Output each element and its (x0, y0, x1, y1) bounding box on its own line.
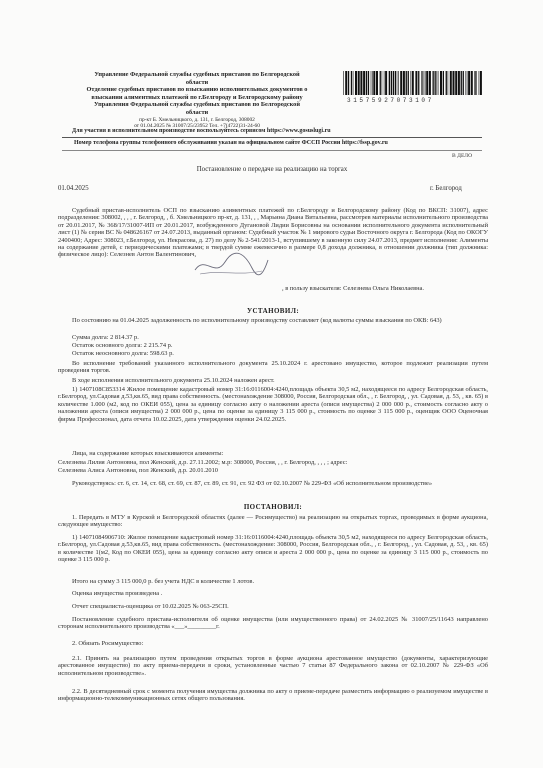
resolved-point-1: 1. Передать в МТУ в Курской и Белгородской областях (далее — Росимущество) на реализацию на открытых торгах, проводимых в форме аукциона, следующее имущество: (58, 514, 488, 529)
barcode-bar (391, 71, 392, 95)
barcode-bar (351, 71, 352, 95)
barcode-bar (463, 71, 464, 95)
document-city: г. Белгород (430, 185, 462, 192)
barcode-bar (403, 71, 405, 95)
property-description: 1) 1407108С853314 Жилое помещение кадастровый номер 31:16:0116004:4240,площадь объекта 30,5 м2, находящееся по адресу Белгородская область, г.Белгород, ул.Садовая д.53,кв.65, вид права собственность. (местонахождение 308000, Россия, Белгородская обл., , г. Белгород, , ул. Садовая, д. 53, , кв. 65) в количестве 1.000 (м2, код по ОКЕИ 055), цена за единицу согласно акту о наложении ареста (описи имущества) 2 000 000 р., стоимость согласно акту о наложении ареста (описи имущества) 2 000 000 р., цена по оценке за единицу 3 115 000 р., стоимость по оценке 3 115 000 р., оценщик ООО Оценочная фирма Профессионал, дата отчета 10.02.2025, дата утверждения оценки 24.02.2025. (58, 386, 488, 423)
barcode-bar (376, 71, 378, 95)
barcode-bar (393, 71, 394, 95)
phone-notice: Номер телефона группы телефонного обслуживания указан на официальном сайте ФССП России https://fssp.gov.ru (74, 140, 388, 146)
barcode-bar (429, 71, 431, 95)
debt-line: Остаток основного долга: 2 215.74 р. (72, 342, 173, 349)
document-date: 01.04.2025 (58, 185, 89, 192)
section-established: УСТАНОВИЛ: (246, 307, 300, 315)
divider (62, 150, 482, 151)
address-line: от 01.04.2025 № 31007/25/23952 Тел. +7(4722)31-24-60 (134, 122, 260, 129)
barcode-bar (408, 71, 409, 95)
barcode-bar (425, 71, 426, 95)
barcode-bar (372, 71, 373, 95)
barcode-bar (411, 71, 412, 95)
point-2-2: 2.2. В десятидневный срок с момента получения имущества должника по акту о приеме-передаче разместить информацию о реализуемом имуществе в информационно-телекоммуникационных сетях общего пользования. (58, 688, 488, 703)
barcode-bar (380, 71, 381, 95)
org-line: Управления Федеральной службы судебных приставов по Белгородской (94, 101, 300, 109)
barcode-bar (455, 71, 457, 95)
oblige-line: 2. Обязать Росимущество: (72, 640, 144, 647)
barcode-number: 31575927073107 (347, 97, 434, 104)
dependents-intro: Лица, на содержание которых взыскиваются алименты: (72, 450, 224, 457)
barcode-bar (371, 71, 372, 95)
barcode-bar (400, 71, 402, 95)
barcode-bar (474, 71, 475, 95)
barcode-bar (363, 71, 365, 95)
dependent-row: Селезнева Лилия Антоновна, пол Женский, д.р. 27.11.2002; м.р: 308000, Россия, , , г. Белгород, , , , ; адрес: (58, 459, 348, 466)
barcode-bar (433, 71, 434, 95)
resolved-property: 1) 14071084906710: Жилое помещение кадастровый номер 31:16:0116004:4240,площадь объекта 30,5 м2, находящееся по адресу Белгородская область, г.Белгород, ул.Садовая д.53,кв.65, вид права собственность. (местонахождение: 308000, Россия, Белгородская обл., , г. Белгород, , ул. Садовая, д. 53, , кв. 65) в количестве 1(м2, Код по ОКЕИ 055), цена за единицу согласно акту описи и ареста 2 000 000 р., цена по оценке за единицу 3 115 000 р., стоимость по оценке 3 115 000 р. (58, 534, 488, 564)
org-line: области (185, 78, 209, 86)
barcode-bar (389, 71, 390, 95)
barcode-bar (355, 71, 357, 95)
barcode-bar (366, 71, 367, 95)
report-line: Отчет специалиста-оценщика от 10.02.2025 № 063-25СП. (72, 603, 229, 610)
barcode-bar (395, 71, 396, 95)
barcode-bar (471, 71, 473, 95)
appraisal-line: Оценка имущества произведена . (72, 590, 163, 597)
barcode-bar (368, 71, 369, 95)
barcode-bar (406, 71, 407, 95)
barcode-bar (438, 71, 439, 95)
debt-line: Сумма долга: 2 814.37 р. (72, 334, 139, 341)
barcode-bar (360, 71, 362, 95)
barcode-bar (448, 71, 449, 95)
legal-basis: Руководствуясь: ст. 6, ст. 14, ст. 68, ст. 69, ст. 87, ст. 89, ст. 91, ст. 92 ФЗ от 02.10.2007 № 229-ФЗ «Об исполнительном производстве» (72, 480, 433, 487)
barcode (343, 71, 485, 95)
org-line: области (185, 108, 209, 116)
address-line: пр-кт Б. Хмельницкого, д. 131, г. Белгород, 308002 (139, 116, 255, 123)
barcode-bar (422, 71, 423, 95)
barcode-bar (440, 71, 442, 95)
intro-paragraph: Судебный пристав-исполнитель ОСП по взысканию алиментных платежей по г.Белгороду и Белгородскому району (Код по ВКСП: 31007), адрес подразделения: 308002, , , , г. Белгород, , б. Хмельницкого пр-кт, д. 131, , , Марьина Диана Витальевна, рассмотрев материалы исполнительного производства от 20.01.2017, № 368/17/31007-ИП от 20.01.2017, возбужденного Дугановой Лидии Борисовны на основании исполнительного документа исполнительный лист (1) № серия ВС № 048626167 от 24.07.2013, выданный органом: Судебный участок № 1 мирового судьи Восточного округа г. Белгорода (Код по ОКОГУ 2400400; Адрес: 308023, г.Белгород, ул. Некрасова, д. 27) по делу № 2-541/2013-1, вступившему в законную силу 24.07.2013, предмет исполнения: Алименты на содержание детей, с периодическими платежами; в твердой сумме ежемесячно в размере 0,8 дохода должника, в отношении должника (тип должника: физическое лицо): Селезнев Антон Валентинович, (58, 207, 488, 259)
barcode-bar (385, 71, 387, 95)
barcode-bar (384, 71, 385, 95)
barcode-bar (353, 71, 354, 95)
barcode-bar (467, 71, 468, 95)
appraisal-resolution: Постановление судебного пристава-исполнителя об оценке имущества (или имущественного права) от 24.02.2025 № 31007/25/11643 направлено сторонам исполнительного производства «___»_________г. (58, 616, 488, 631)
arrest-note: В ходе исполнения исполнительного документа 25.10.2024 наложен арест. (72, 377, 275, 384)
divider (62, 137, 482, 138)
barcode-bar (397, 71, 398, 95)
barcode-bar (461, 71, 462, 95)
debt-line: Остаток неосновного долга: 598.63 р. (72, 350, 174, 357)
gosuslugi-notice: Для участия в исполнительном производстве воспользуйтесь сервисом https://www.gosuslugi.ru (72, 128, 331, 134)
barcode-bar (373, 71, 375, 95)
barcode-bar (468, 71, 470, 95)
total-line: Итого на сумму 3 115 000,0 р. без учета НДС в количестве 1 лотов. (72, 578, 255, 585)
signature-mark (190, 250, 270, 280)
barcode-bar (382, 71, 383, 95)
barcode-bar (358, 71, 360, 95)
barcode-bar (443, 71, 444, 95)
barcode-bar (479, 71, 480, 95)
letterhead (62, 71, 332, 129)
point-2-1: 2.1. Принять на реализацию путем проведения открытых торгов в форме аукциона арестованное имущество (документы, характеризующие арестованное имущество) по акту приема-передачи в сроки, установленные частью 7 статьи 87 Федерального закона от 02.10.2007 № 229-ФЗ «Об исполнительном производстве». (58, 655, 488, 677)
barcode-bar (435, 71, 436, 95)
barcode-bar (446, 71, 447, 95)
document-title: Постановление о передаче на реализацию на торгах (196, 166, 348, 173)
debt-intro: По состоянию на 01.04.2025 задолженность по исполнительному производству составляет (код валюты суммы взыскания по ОКВ: 643) (72, 317, 442, 324)
barcode-bar (343, 71, 344, 95)
barcode-bar (458, 71, 460, 95)
barcode-bar (450, 71, 452, 95)
dependent-row: Селезнева Алиса Антоновна, пол Женский, д.р. 20.01.2010 (58, 467, 218, 474)
barcode-bar (348, 71, 349, 95)
barcode-bar (412, 71, 414, 95)
org-line: Отделение судебных приставов по взысканию исполнительных документов о (86, 86, 308, 94)
barcode-bar (421, 71, 422, 95)
section-resolved: ПОСТАНОВИЛ: (243, 503, 303, 511)
org-line: взыскании алиментных платежей по г.Белгороду и Белгородскому району (91, 93, 303, 101)
barcode-bar (476, 71, 477, 95)
barcode-bar (418, 71, 419, 95)
barcode-bar (398, 71, 399, 95)
barcode-bar (453, 71, 455, 95)
delo-mark: В ДЕЛО (452, 153, 473, 159)
barcode-bar (415, 71, 417, 95)
org-line: Управление Федеральной службы судебных приставов по Белгородской (94, 71, 300, 78)
barcode-bar (426, 71, 428, 95)
barcode-bar (345, 71, 347, 95)
barcode-bar (424, 71, 425, 95)
beneficiary-line: , в пользу взыскателя: Селезнева Ольга Николаевна. (282, 285, 424, 292)
barcode-bar (437, 71, 438, 95)
non-execution-paragraph: Во исполнение требований указанного исполнительного документа 25.10.2024 г. арестовано имущество, которое подлежит реализации путем проведения торгов. (58, 360, 488, 375)
barcode-bar (480, 71, 482, 95)
barcode-bar (466, 71, 467, 95)
